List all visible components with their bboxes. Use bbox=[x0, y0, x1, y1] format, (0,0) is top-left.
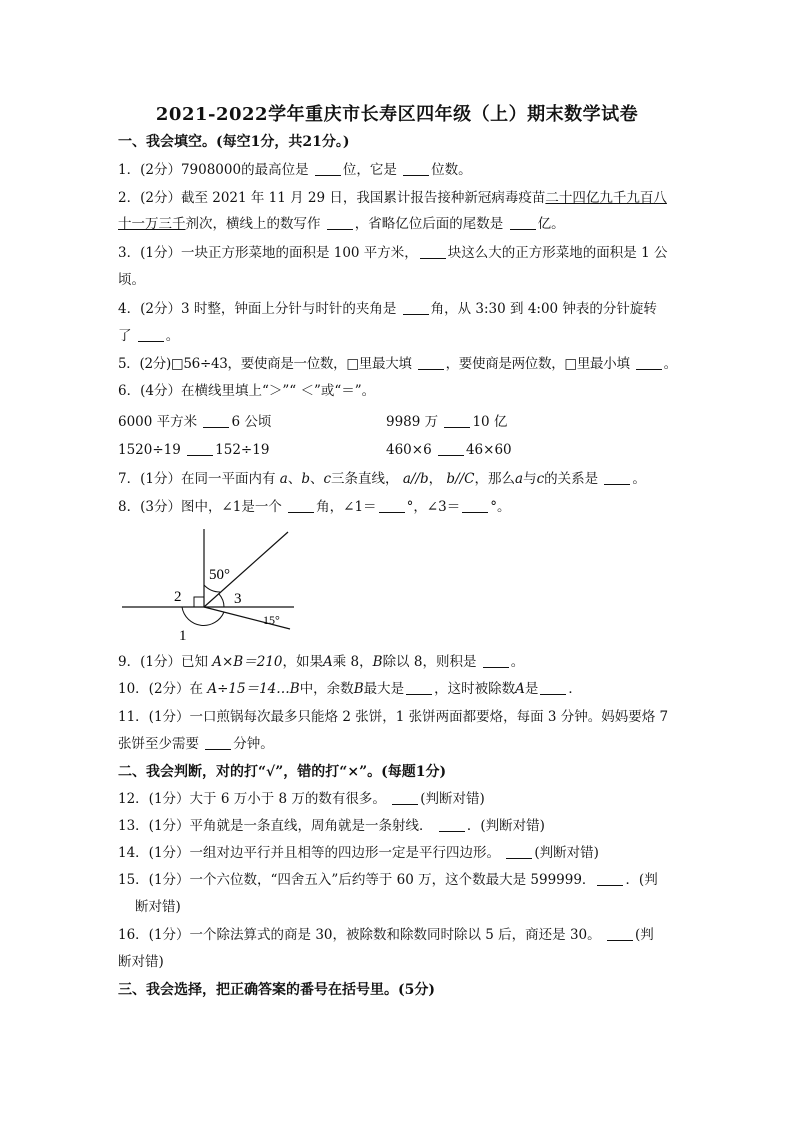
q15-text: 断对错) bbox=[135, 899, 181, 915]
q8-text: 角，∠1＝ bbox=[316, 499, 377, 515]
question-4 bbox=[118, 299, 688, 319]
question-3 bbox=[118, 243, 688, 263]
answer-blank[interactable] bbox=[315, 161, 341, 176]
q7-text: 。 bbox=[632, 471, 646, 487]
question-16 bbox=[118, 925, 688, 945]
math-expression: A÷15＝14…B bbox=[207, 681, 300, 697]
compare-left: 9989 万 bbox=[386, 414, 439, 430]
q2-underlined-number: 二十四亿九千九百八 bbox=[545, 190, 667, 206]
q2-text: 亿。 bbox=[537, 216, 565, 232]
answer-blank[interactable] bbox=[444, 413, 470, 428]
q7-text: 、 bbox=[309, 471, 324, 487]
question-14 bbox=[118, 843, 688, 863]
label-angle-2: 2 bbox=[174, 589, 182, 605]
answer-blank[interactable] bbox=[462, 498, 488, 513]
answer-blank[interactable] bbox=[403, 300, 429, 315]
q5-text: 5．(2分)□56÷43，要使商是一位数，□里最大填 bbox=[118, 356, 412, 372]
q4-text: 4．(2分）3 时整，钟面上分针与时针的夹角是 bbox=[118, 301, 397, 317]
q9-text: 。 bbox=[510, 654, 525, 670]
answer-blank[interactable] bbox=[506, 844, 532, 859]
section-3-heading: 三、我会选择，把正确答案的番号在括号里。(5分) bbox=[118, 982, 435, 998]
variable: a bbox=[515, 471, 524, 487]
q15-text: ．(判 bbox=[625, 872, 658, 888]
q10-text: ． bbox=[568, 681, 582, 697]
q9-text: ，如果 bbox=[282, 654, 323, 670]
compare-left: 1520÷19 bbox=[118, 442, 181, 458]
compare-right: 10 亿 bbox=[472, 414, 508, 430]
section-2-heading: 二、我会判断，对的打“√”，错的打“×”。(每题1分) bbox=[118, 764, 447, 780]
q10-text: 中，余数 bbox=[299, 681, 354, 697]
compare-item bbox=[118, 410, 271, 430]
question-6 bbox=[118, 381, 688, 401]
answer-blank[interactable] bbox=[420, 244, 446, 259]
compare-item bbox=[386, 441, 512, 458]
question-15 bbox=[118, 870, 688, 890]
parallel-expression: a//b bbox=[402, 471, 429, 487]
answer-blank[interactable] bbox=[379, 498, 405, 513]
variable: B bbox=[353, 681, 364, 697]
arc-3 bbox=[219, 594, 224, 607]
q4-text: 角，从 3:30 到 4:00 钟表的分针旋转 bbox=[430, 301, 657, 317]
q9-text: 9．(1分）已知 bbox=[118, 654, 208, 670]
answer-blank[interactable] bbox=[438, 441, 464, 456]
q3-text: 块这么大的正方形菜地的面积是 1 公 bbox=[447, 245, 668, 261]
question-11-cont bbox=[118, 734, 688, 754]
answer-blank[interactable] bbox=[403, 161, 429, 176]
answer-blank[interactable] bbox=[418, 355, 444, 370]
q7-text: ，那么 bbox=[474, 471, 515, 487]
q2-text: 剂次，横线上的数写作 bbox=[185, 216, 321, 232]
q8-text: 8．(3分）图中，∠1是一个 bbox=[118, 499, 282, 515]
q16-text: 断对错) bbox=[118, 954, 164, 970]
q3-text: 3．(1分）一块正方形菜地的面积是 100 平方米， bbox=[118, 245, 418, 261]
q13-text: ．(判断对错) bbox=[466, 818, 545, 834]
compare-left: 460×6 bbox=[386, 442, 432, 458]
question-1 bbox=[118, 160, 688, 180]
q8-text: °。 bbox=[490, 499, 511, 515]
variable: A bbox=[323, 654, 333, 670]
question-11 bbox=[118, 707, 688, 727]
right-angle-mark bbox=[194, 597, 204, 607]
q7-text: 的关系是 bbox=[544, 471, 599, 487]
label-15-degrees: 15° bbox=[263, 613, 280, 627]
answer-blank[interactable] bbox=[607, 926, 633, 941]
question-15-cont bbox=[135, 897, 705, 917]
section-1-heading: 一、我会填空。(每空1分，共21分。) bbox=[118, 134, 350, 150]
answer-blank[interactable] bbox=[439, 817, 465, 832]
parallel-expression: b//C bbox=[446, 471, 475, 487]
answer-blank[interactable] bbox=[327, 215, 353, 230]
q8-text: °，∠3＝ bbox=[406, 499, 461, 515]
q1-text: 位数。 bbox=[431, 162, 472, 178]
q5-text: 。 bbox=[663, 356, 677, 372]
arc-50 bbox=[204, 585, 220, 592]
q10-text: 10．(2分）在 bbox=[118, 681, 204, 697]
q16-text: (判 bbox=[634, 927, 654, 943]
variable: A bbox=[515, 681, 525, 697]
answer-blank[interactable] bbox=[510, 215, 536, 230]
variable: b bbox=[301, 471, 310, 487]
question-10 bbox=[118, 679, 688, 699]
question-2-cont bbox=[118, 214, 688, 234]
q12-text: 12．(1分）大于 6 万小于 8 万的数有很多。 bbox=[118, 791, 386, 807]
answer-blank[interactable] bbox=[604, 470, 630, 485]
variable: B bbox=[372, 654, 383, 670]
compare-item bbox=[386, 410, 507, 430]
q1-text: 1．(2分）7908000的最高位是 bbox=[118, 162, 309, 178]
question-16-cont bbox=[118, 952, 688, 972]
answer-blank[interactable] bbox=[203, 413, 229, 428]
q13-text: 13．(1分）平角就是一条直线，周角就是一条射线． bbox=[118, 818, 433, 834]
q7-text: 三条直线， bbox=[331, 471, 399, 487]
q10-text: ，这时被除数 bbox=[434, 681, 516, 697]
compare-right: 152÷19 bbox=[215, 442, 270, 458]
q1-text: 位，它是 bbox=[342, 162, 397, 178]
question-3-cont bbox=[118, 270, 688, 290]
compare-item bbox=[118, 441, 269, 458]
answer-blank[interactable] bbox=[205, 735, 231, 750]
variable: a bbox=[279, 471, 288, 487]
answer-blank[interactable] bbox=[597, 871, 623, 886]
q4-text: 。 bbox=[165, 328, 180, 344]
question-8 bbox=[118, 497, 688, 517]
q11-text: 11．(1分）一口煎锅每次最多只能烙 2 张饼，1 张饼两面都要烙，每面 3 分钟。妈妈要烙 7 bbox=[118, 709, 669, 725]
answer-blank[interactable] bbox=[406, 680, 432, 695]
q4-text: 了 bbox=[118, 328, 132, 344]
q9-text: 乘 8， bbox=[332, 654, 373, 670]
answer-blank[interactable] bbox=[636, 355, 662, 370]
q14-text: 14．(1分）一组对边平行并且相等的四边形一定是平行四边形。 bbox=[118, 845, 501, 861]
q2-underlined-number: 十一万三千 bbox=[118, 216, 186, 232]
q3-text: 顷。 bbox=[118, 272, 145, 288]
label-50-degrees: 50° bbox=[209, 567, 230, 583]
answer-blank[interactable] bbox=[288, 498, 314, 513]
angle-figure bbox=[118, 524, 318, 649]
q10-text: 是 bbox=[524, 681, 539, 697]
compare-left: 6000 平方米 bbox=[118, 414, 198, 430]
q16-text: 16．(1分）一个除法算式的商是 30，被除数和除数同时除以 5 后，商还是 30。 bbox=[118, 927, 601, 943]
q12-text: (判断对错) bbox=[420, 791, 485, 807]
q7-text: 、 bbox=[287, 471, 302, 487]
answer-blank[interactable] bbox=[187, 441, 213, 456]
label-angle-3: 3 bbox=[234, 591, 242, 607]
q6-text: 6．(4分）在横线里填上“＞”“ ＜”或“＝”。 bbox=[118, 383, 376, 399]
question-7 bbox=[118, 469, 688, 489]
question-5 bbox=[118, 354, 688, 374]
q11-text: 分钟。 bbox=[233, 736, 274, 752]
answer-blank[interactable] bbox=[483, 653, 509, 668]
label-angle-1: 1 bbox=[179, 628, 187, 644]
compare-right: 6 公顷 bbox=[231, 414, 272, 430]
q7-text: 7．(1分）在同一平面内有 bbox=[118, 471, 276, 487]
q10-text: 最大是 bbox=[363, 681, 405, 697]
q14-text: (判断对错) bbox=[534, 845, 599, 861]
compare-right: 46×60 bbox=[465, 442, 512, 458]
answer-blank[interactable] bbox=[392, 790, 418, 805]
q5-text: ，要使商是两位数，□里最小填 bbox=[445, 356, 630, 372]
answer-blank[interactable] bbox=[138, 327, 164, 342]
q11-text: 张饼至少需要 bbox=[118, 736, 199, 752]
q15-text: 15．(1分）一个六位数，“四舍五入”后约等于 60 万，这个数最大是 599999． bbox=[118, 872, 596, 888]
arc-1 bbox=[182, 607, 224, 625]
question-4-cont bbox=[118, 326, 688, 346]
question-12 bbox=[118, 789, 688, 809]
variable: c bbox=[536, 471, 545, 487]
variable: c bbox=[323, 471, 332, 487]
q2-text: ，省略亿位后面的尾数是 bbox=[354, 216, 504, 232]
q2-text: 2．(2分）截至 2021 年 11 月 29 日，我国累计报告接种新冠病毒疫苗 bbox=[118, 190, 546, 206]
q7-text: ， bbox=[428, 471, 443, 487]
q7-text: 与 bbox=[523, 471, 537, 487]
question-2 bbox=[118, 188, 688, 208]
page-title: 2021-2022学年重庆市长寿区四年级（上）期末数学试卷 bbox=[155, 104, 639, 125]
answer-blank[interactable] bbox=[540, 680, 566, 695]
question-9 bbox=[118, 652, 688, 672]
math-expression: A×B＝210 bbox=[212, 654, 283, 670]
q9-text: 除以 8，则积是 bbox=[382, 654, 477, 670]
question-13 bbox=[118, 816, 688, 836]
